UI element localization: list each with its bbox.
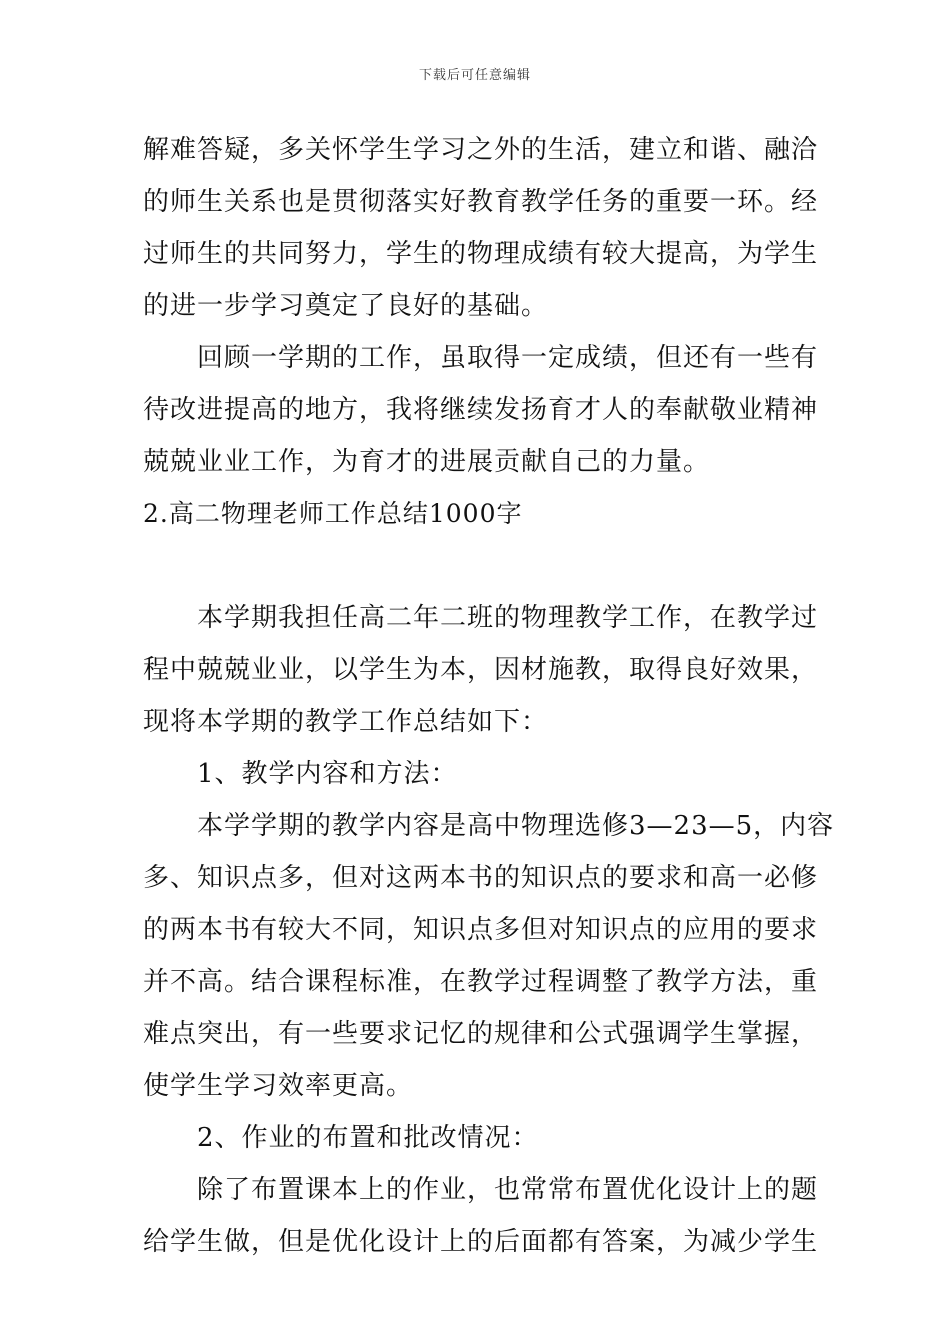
text-line: 程中兢兢业业，以学生为本，因材施教，取得良好效果， bbox=[143, 655, 819, 685]
paragraph-closing-summary bbox=[143, 124, 819, 332]
subsection-title-homework: 2、作业的布置和批改情况： bbox=[197, 1123, 539, 1153]
text-line: 现将本学期的教学工作总结如下： bbox=[143, 707, 549, 737]
text-line: 回顾一学期的工作，虽取得一定成绩，但还有一些有 bbox=[197, 343, 819, 373]
text-line: 给学生做，但是优化设计上的后面都有答案，为减少学生 bbox=[143, 1227, 819, 1257]
section-title: 2.高二物理老师工作总结1000字 bbox=[143, 499, 523, 528]
text-line: 难点突出，有一些要求记忆的规律和公式强调学生掌握， bbox=[143, 1019, 819, 1049]
text-line: 除了布置课本上的作业，也常常布置优化设计上的题 bbox=[197, 1175, 819, 1205]
text-line: 的两本书有较大不同，知识点多但对知识点的应用的要求 bbox=[143, 915, 819, 945]
page-header: 下载后可任意编辑 bbox=[418, 68, 531, 83]
paragraph-homework bbox=[143, 1164, 819, 1268]
text-line: 兢兢业业工作，为育才的进展贡献自己的力量。 bbox=[143, 447, 711, 477]
text-line: 待改进提高的地方，我将继续发扬育才人的奉献敬业精神 bbox=[143, 395, 819, 425]
paragraph-intro bbox=[143, 592, 819, 748]
text-line: 过师生的共同努力，学生的物理成绩有较大提高，为学生 bbox=[143, 239, 819, 269]
text-line: 本学学期的教学内容是高中物理选修3—23—5，内容 bbox=[197, 811, 835, 841]
blank-line bbox=[143, 540, 807, 592]
text-line: 并不高。结合课程标准，在教学过程调整了教学方法，重 bbox=[143, 967, 819, 997]
paragraph-review bbox=[143, 332, 819, 488]
text-line: 的进一步学习奠定了良好的基础。 bbox=[143, 291, 549, 321]
text-line: 解难答疑，多关怀学生学习之外的生活，建立和谐、融洽 bbox=[143, 135, 819, 165]
text-line: 使学生学习效率更高。 bbox=[143, 1071, 414, 1101]
document-body bbox=[143, 124, 835, 1268]
text-line: 多、知识点多，但对这两本书的知识点的要求和高一必修 bbox=[143, 863, 819, 893]
text-line: 本学期我担任高二年二班的物理教学工作，在教学过 bbox=[197, 603, 819, 633]
subsection-title-teaching-content: 1、教学内容和方法： bbox=[197, 759, 458, 789]
paragraph-teaching-content bbox=[143, 800, 835, 1112]
text-line: 的师生关系也是贯彻落实好教育教学任务的重要一环。经 bbox=[143, 187, 819, 217]
